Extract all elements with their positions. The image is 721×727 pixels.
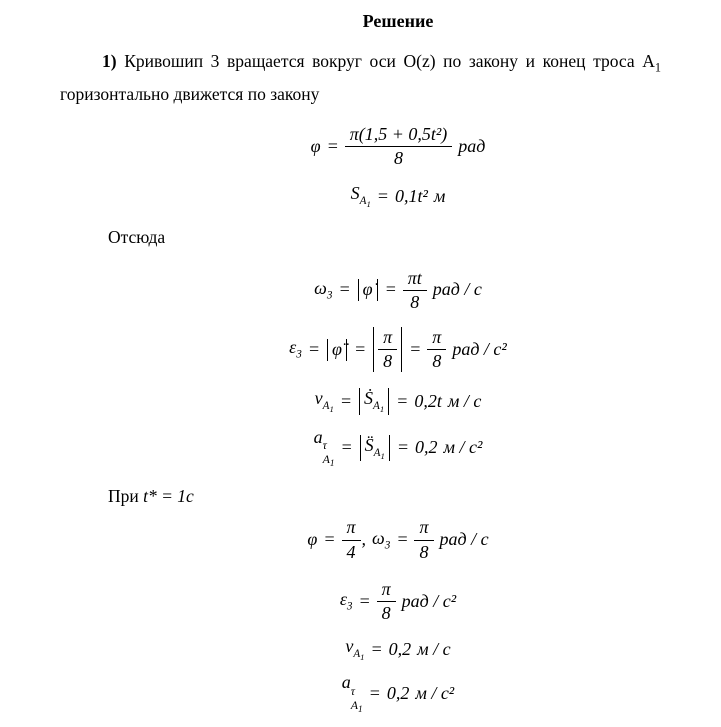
unit-rad-per-s: рад / с: [439, 529, 489, 550]
unit-m-per-s: м / с: [417, 638, 451, 659]
fraction: [403, 268, 427, 313]
sub-1: 1: [358, 705, 363, 716]
equals-sign: =: [338, 279, 351, 300]
fraction: [378, 327, 397, 372]
equals-sign: =: [396, 390, 409, 411]
phi-dot: φ̇: [362, 279, 373, 300]
epsilon3-variable: [340, 589, 353, 614]
sub-1: 1: [360, 652, 365, 662]
absolute-value: [360, 435, 390, 461]
epsilon-symbol: ε: [339, 589, 347, 610]
sub-a: A: [373, 400, 380, 413]
sub-a: A: [322, 400, 330, 413]
a1-subscript: [350, 697, 363, 716]
absolute-value: [359, 388, 389, 414]
s-ddot-a1: [365, 435, 385, 461]
s-symbol: S: [350, 183, 360, 204]
fraction-denominator: 8: [381, 603, 391, 624]
formula-v-a1-at-t1: [60, 636, 661, 662]
sub-a: A: [350, 697, 359, 712]
sup-sub-stack: [350, 683, 363, 716]
value: 0,2: [415, 437, 438, 458]
epsilon-symbol: ε: [289, 337, 297, 358]
sub-a: A: [359, 195, 367, 208]
sub-1: 1: [366, 199, 371, 210]
fraction: [427, 327, 446, 372]
sub-3: 3: [296, 348, 302, 361]
a-tau-a1-variable: [314, 427, 335, 470]
unit-m-per-s2: м / с²: [443, 437, 483, 458]
value: 0,2: [386, 683, 410, 704]
a-symbol: a: [341, 672, 351, 693]
label-pri: [108, 485, 661, 507]
equals-sign: =: [323, 529, 336, 550]
value: 0,2: [388, 638, 412, 659]
equals-sign: =: [326, 135, 339, 156]
fraction: [414, 517, 433, 562]
unit-m-per-s: м / с: [447, 390, 482, 411]
sub-3: 3: [384, 539, 391, 552]
item-number: 1): [102, 51, 117, 71]
omega3-variable: [372, 528, 390, 553]
sup-tau: τ: [322, 438, 327, 453]
formula-phi-law: [60, 124, 661, 169]
fraction: [342, 517, 361, 562]
omega-symbol: ω: [372, 527, 385, 548]
equals-sign: =: [370, 638, 383, 659]
fraction-denominator: 8: [432, 351, 442, 372]
formula-a-tau-a1: [60, 427, 661, 470]
sup-tau: τ: [350, 683, 356, 698]
fraction-denominator: 8: [419, 541, 429, 562]
absolute-value: [327, 339, 347, 361]
s-dot-a1: [364, 388, 384, 414]
equals-sign: =: [368, 683, 381, 704]
v-a1-variable: [315, 388, 334, 414]
equals-sign: =: [384, 279, 397, 300]
unit-m-per-s2: м / с²: [415, 683, 455, 704]
equals-sign: =: [353, 338, 367, 359]
sub-1: 1: [329, 404, 334, 415]
label-otsyuda: Отсюда: [108, 226, 166, 247]
fraction-numerator: π: [427, 327, 446, 350]
a-symbol: a: [313, 426, 323, 447]
formula-phi-omega-at-t1: [60, 517, 661, 562]
equals-sign: =: [409, 338, 422, 359]
sub-1: 1: [329, 459, 335, 470]
fraction-numerator: π: [342, 517, 361, 540]
formula-s-law: [60, 183, 661, 209]
fraction-denominator: 8: [383, 351, 393, 372]
sub-a: A: [322, 451, 330, 466]
fraction-denominator: 4: [346, 541, 356, 562]
unit-rad-per-s2: рад / с²: [401, 590, 457, 611]
v-symbol: v: [314, 388, 323, 409]
intro-text-1: Кривошип 3 вращается вокруг оси O(z) по закону и конец троса A: [124, 51, 655, 71]
formula-epsilon3: [60, 327, 661, 372]
a1-subscript: 1: [654, 60, 661, 75]
unit-m: м: [433, 185, 446, 206]
v-symbol: v: [345, 636, 354, 657]
sub-1: 1: [379, 404, 385, 415]
sub-a: A: [373, 446, 381, 459]
absolute-value: [373, 327, 402, 372]
a1-subscript: [322, 451, 335, 470]
sup-sub-stack: [323, 440, 335, 469]
comma: ,: [361, 529, 367, 550]
fraction: [377, 579, 396, 624]
sub-1: 1: [380, 450, 385, 461]
equals-sign: =: [307, 338, 320, 359]
equals-sign: =: [340, 437, 353, 458]
unit-rad: рад: [458, 135, 486, 156]
a-tau-a1-variable: [342, 672, 363, 715]
fraction-numerator: π: [377, 579, 396, 602]
fraction-numerator: π: [378, 327, 397, 350]
t-star-condition: t* = 1с: [143, 486, 194, 507]
formula-a-tau-a1-at-t1: [60, 672, 661, 715]
equals-sign: =: [396, 437, 409, 458]
phi-symbol: φ: [310, 135, 321, 156]
formula-epsilon3-at-t1: [60, 579, 661, 624]
a1-subscript: [374, 447, 385, 459]
formula-omega3: [60, 268, 661, 313]
formula-v-a1: [60, 388, 661, 414]
a1-subscript: [322, 400, 334, 415]
a1-subscript: [359, 195, 371, 210]
pri-word: При: [108, 486, 139, 507]
omega3-variable: [314, 278, 332, 303]
a1-subscript: [353, 648, 364, 660]
s-a1-variable: [351, 183, 371, 209]
sub-3: 3: [326, 289, 333, 302]
equals-sign: =: [396, 529, 409, 550]
phi-ddot: φ̈: [331, 338, 342, 359]
sub-3: 3: [346, 600, 353, 613]
absolute-value: [358, 279, 378, 301]
equals-sign: =: [376, 185, 389, 206]
fraction-numerator: π(1,5 + 0,5t²): [345, 124, 453, 147]
a1-subscript: [373, 400, 385, 415]
omega-symbol: ω: [314, 277, 327, 298]
s-ddot-symbol: S̈: [364, 434, 374, 455]
v-a1-variable: [345, 636, 364, 662]
intro-paragraph: [60, 48, 661, 107]
value: 0,1t²: [394, 185, 428, 206]
equals-sign: =: [339, 390, 352, 411]
phi-symbol: φ: [307, 529, 318, 550]
fraction-denominator: 8: [394, 148, 403, 169]
fraction-numerator: π: [414, 517, 433, 540]
equals-sign: =: [358, 590, 371, 611]
unit-rad-per-s: рад / с: [432, 279, 482, 300]
sub-a: A: [353, 647, 361, 660]
solution-title: Решение: [362, 11, 434, 31]
fraction-denominator: 8: [410, 291, 420, 312]
unit-rad-per-s2: рад / с²: [452, 338, 507, 359]
s-dot-symbol: Ṡ: [364, 388, 373, 409]
intro-text-2: горизонтально движется по закону: [60, 83, 320, 104]
value: 0,2t: [414, 390, 442, 411]
epsilon3-variable: [289, 337, 302, 362]
fraction-numerator: πt: [403, 268, 427, 291]
fraction: [345, 124, 453, 169]
